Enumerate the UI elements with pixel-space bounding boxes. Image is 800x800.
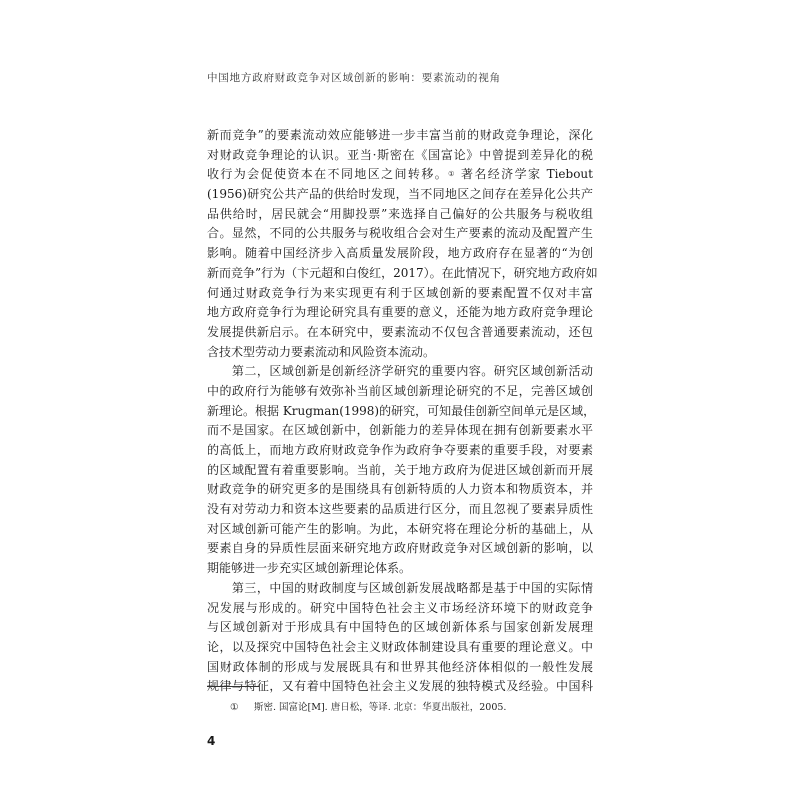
text-line: 况发展与形成的。研究中国特色社会主义市场经济环境下的财政竞争: [207, 600, 593, 615]
text-line: 对财政竞争理论的认识。亚当·斯密在《国富论》中曾提到差异化的税: [207, 147, 593, 162]
text-line: 对区域创新可能产生的影响。为此，本研究将在理论分析的基础上，从: [207, 521, 593, 536]
body-text: [207, 126, 598, 697]
running-header: 中国地方政府财政竞争对区域创新的影响：要素流动的视角: [207, 72, 501, 84]
text-line: 含技术型劳动力要素流动和风险资本流动。: [207, 344, 436, 359]
text-line: 与区域创新对于形成具有中国特色的区域创新体系与国家创新发展理: [207, 620, 593, 635]
text-line: 的高低上，而地方政府财政竞争作为政府争夺要素的重要手段，对要素: [207, 443, 593, 457]
text-line: [207, 165, 593, 185]
footnote-mark: ①: [230, 702, 239, 713]
text-line-part: 收行为会促使资本在不同地区之间转移。: [207, 167, 449, 182]
page-number: 4: [207, 734, 216, 748]
text-line: 发展提供新启示。在本研究中，要素流动不仅包含普通要素流动，还包: [207, 324, 593, 339]
text-line: 国财政体制的形成与发展既具有和世界其他经济体相似的一般性发展: [207, 659, 593, 674]
footnote: [230, 699, 506, 713]
text-line: 中的政府行为能够有效弥补当前区域创新理论研究的不足，完善区域创: [207, 383, 593, 398]
text-line: (1956)研究公共产品的供给时发现，当不同地区之间存在差异化公共产: [207, 187, 593, 202]
text-line: 影响。随着中国经济步入高质量发展阶段，地方政府存在显著的“为创: [207, 246, 593, 261]
footnote-text: 斯密. 国富论[M]. 唐日松，等译. 北京：华夏出版社，2005.: [254, 702, 507, 713]
text-line: 合。显然，不同的公共服务与税收组合会对生产要素的流动及配置产生: [207, 226, 593, 241]
text-line: 期能够进一步充实区域创新理论体系。: [207, 561, 412, 576]
text-line: 而不是国家。在区域创新中，创新能力的差异体现在拥有创新要素水平: [207, 423, 593, 438]
footnote-reference: ①: [448, 170, 456, 179]
text-line: 要素自身的异质性层面来研究地方政府财政竞争对区域创新的影响，以: [207, 541, 593, 556]
text-line-part: 著名经济学家 Tiebout: [461, 167, 593, 182]
text-line: 第二，区域创新是创新经济学研究的重要内容。研究区域创新活动: [207, 364, 593, 379]
text-line: 的区域配置有着重要影响。当前，关于地方政府为促进区域创新而开展: [207, 462, 593, 477]
text-line: 规律与特征，又有着中国特色社会主义发展的独特模式及经验。中国科: [207, 679, 593, 694]
text-line: 第三，中国的财政制度与区域创新发展战略都是基于中国的实际情: [207, 580, 593, 595]
footnote-divider: [207, 686, 259, 687]
text-line: 新理论。根据 Krugman(1998)的研究，可知最佳创新空间单元是区域，: [207, 403, 596, 418]
text-line: 没有对劳动力和资本这些要素的品质进行区分，而且忽视了要素异质性: [207, 502, 593, 517]
text-line: 新而竞争”行为（卞元超和白俊红，2017）。在此情况下，研究地方政府如: [207, 265, 598, 280]
text-line: 新而竞争”的要素流动效应能够进一步丰富当前的财政竞争理论，深化: [207, 128, 593, 142]
text-line: 论，以及探究中国特色社会主义财政体制建设具有重要的理论意义。中: [207, 639, 593, 654]
text-line: 财政竞争的研究更多的是围绕具有创新特质的人力资本和物质资本，并: [207, 482, 593, 497]
text-line: 品供给时，居民就会“用脚投票”来选择自己偏好的公共服务与税收组: [207, 206, 593, 221]
text-line: 地方政府竞争行为理论研究具有重要的意义，还能为地方政府竞争理论: [207, 305, 593, 320]
text-line: 何通过财政竞争行为来实现更有利于区域创新的要素配置不仅对丰富: [207, 285, 593, 300]
